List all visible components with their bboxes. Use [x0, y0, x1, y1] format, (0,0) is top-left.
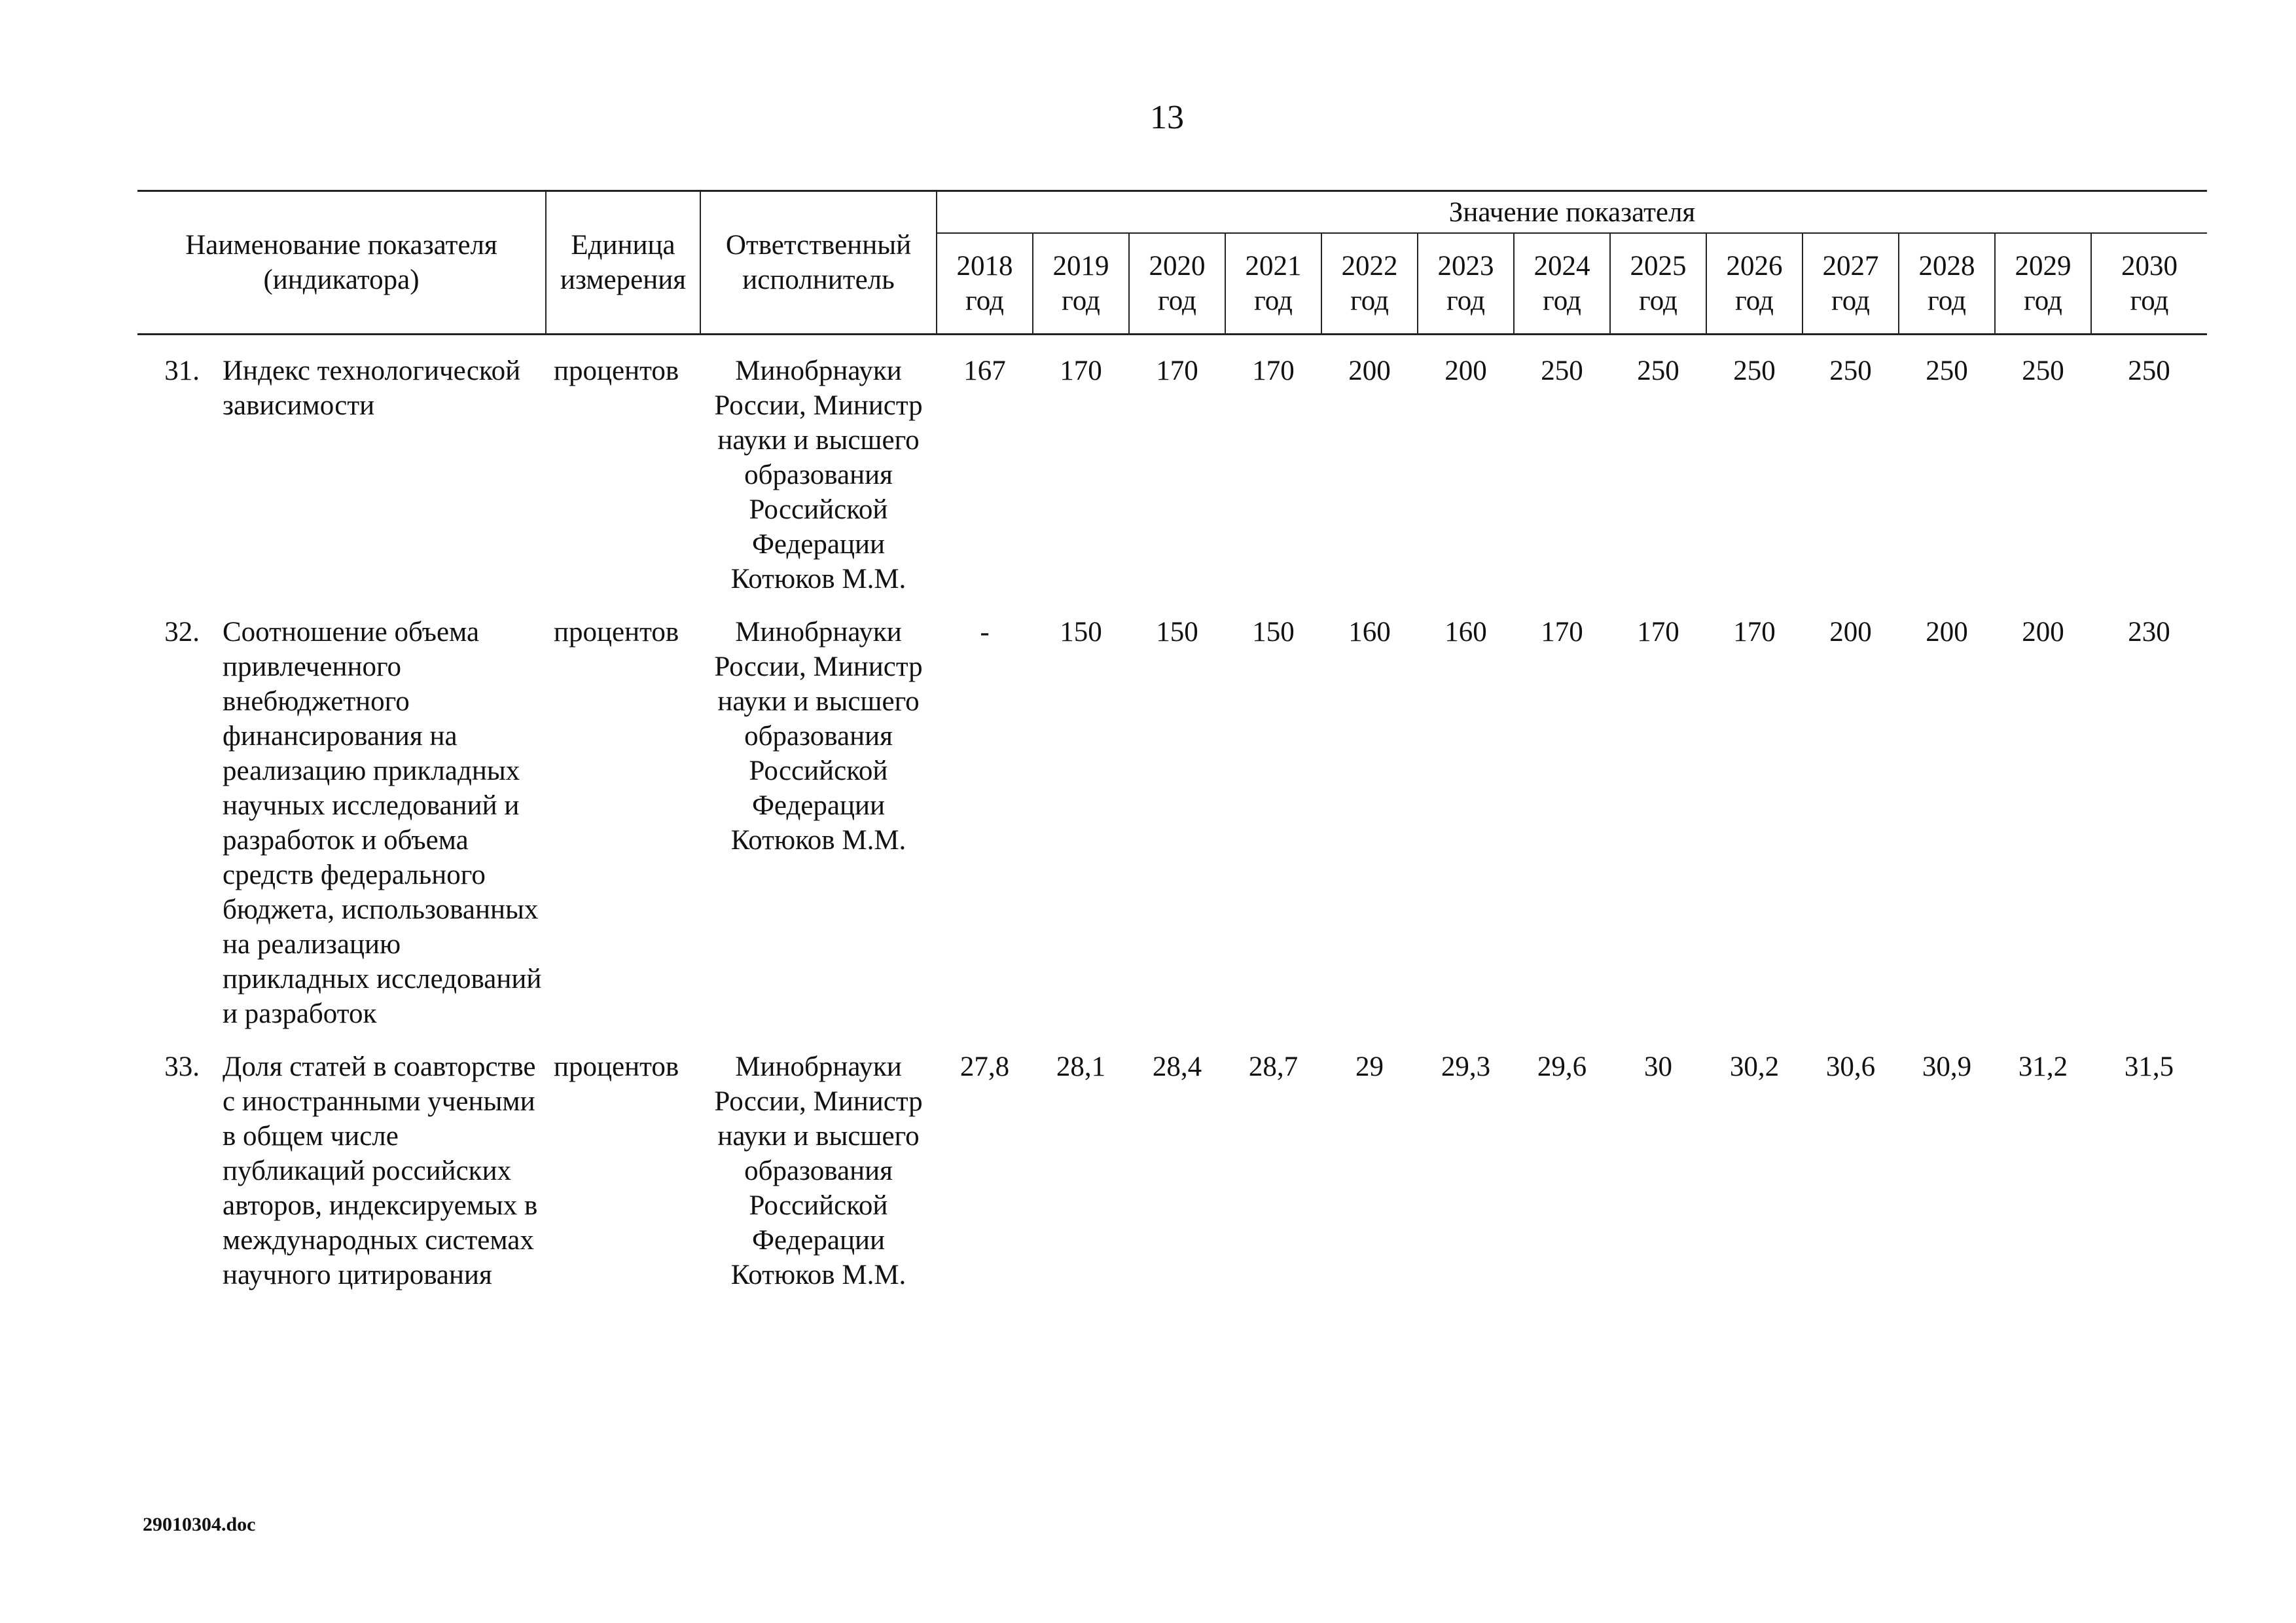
value-cell: 29,3: [1441, 1051, 1491, 1082]
value-cell: 150: [1156, 617, 1198, 647]
value-cell: 170: [1060, 356, 1102, 386]
responsible-cell: Минобрнауки России, Министр науки и высшего образования Российской Федерации Котюков М.М.: [714, 617, 923, 856]
row-number: 33.: [164, 1051, 200, 1082]
value-cell: 250: [1733, 356, 1776, 386]
header-unit: Единица измерения: [546, 191, 700, 335]
value-cell: 200: [2022, 617, 2064, 647]
unit-cell: процентов: [554, 617, 679, 647]
value-cell: 170: [1733, 617, 1776, 647]
year-header-2019: [1033, 233, 1129, 335]
value-cell: 150: [1252, 617, 1295, 647]
value-cell: 30,9: [1922, 1051, 1972, 1082]
value-cell: 200: [1348, 356, 1391, 386]
value-cell: 170: [1252, 356, 1295, 386]
year-label: 2018: [956, 251, 1013, 282]
value-cell: 200: [1444, 356, 1487, 386]
year-header-2023: [1418, 233, 1514, 335]
year-label: 2028: [1918, 251, 1975, 282]
year-header-2025: [1610, 233, 1706, 335]
year-suffix: год: [2024, 285, 2062, 316]
value-cell: 250: [1541, 356, 1583, 386]
year-suffix: год: [1831, 285, 1870, 316]
year-header-2026: [1706, 233, 1803, 335]
year-label: 2024: [1534, 251, 1590, 282]
year-suffix: год: [1928, 285, 1966, 316]
value-cell: 28,1: [1056, 1051, 1106, 1082]
table-body: [137, 335, 2207, 1293]
indicators-table: [137, 190, 2207, 1292]
year-suffix: год: [1446, 285, 1485, 316]
value-cell: 230: [2128, 617, 2170, 647]
table-row: [137, 1031, 2207, 1292]
unit-cell: процентов: [554, 356, 679, 386]
indicator-name: Соотношение объема привлеченного внебюджетного финансирования на реализацию прикладных научных исследований и разработок и объема средств федерального бюджета, использованных на реализацию прикладных исследований и разработок: [223, 617, 542, 1029]
value-cell: 170: [1637, 617, 1679, 647]
year-suffix: год: [1158, 285, 1196, 316]
indicator-name: Индекс технологической зависимости: [223, 356, 521, 421]
header-value-group: Значение показателя: [937, 191, 2207, 234]
year-header-2030: [2091, 233, 2207, 335]
page-number: 13: [1150, 99, 1184, 136]
year-header-2024: [1514, 233, 1610, 335]
value-cell: 28,7: [1248, 1051, 1299, 1082]
value-cell: 31,5: [2124, 1051, 2174, 1082]
value-cell: 160: [1348, 617, 1391, 647]
year-suffix: год: [965, 285, 1004, 316]
year-label: 2020: [1149, 251, 1206, 282]
value-cell: 29: [1355, 1051, 1384, 1082]
year-suffix: год: [1543, 285, 1581, 316]
year-header-2029: [1995, 233, 2091, 335]
year-header-2018: [937, 233, 1033, 335]
year-label: 2025: [1630, 251, 1687, 282]
year-label: 2030: [2121, 251, 2178, 282]
value-cell: 30,6: [1825, 1051, 1876, 1082]
unit-cell: процентов: [554, 1051, 679, 1082]
value-cell: 30,2: [1729, 1051, 1780, 1082]
year-header-2021: [1225, 233, 1321, 335]
year-suffix: год: [1062, 285, 1100, 316]
year-header-2028: [1899, 233, 1995, 335]
footer-doc-code: 29010304.doc: [143, 1514, 256, 1535]
responsible-cell: Минобрнауки России, Министр науки и высшего образования Российской Федерации Котюков М.М.: [714, 1051, 923, 1290]
year-label: 2029: [2015, 251, 2072, 282]
value-cell: 200: [1829, 617, 1872, 647]
year-label: 2019: [1052, 251, 1109, 282]
value-cell: 160: [1444, 617, 1487, 647]
year-suffix: год: [2130, 285, 2169, 316]
year-label: 2027: [1822, 251, 1879, 282]
value-cell: 28,4: [1152, 1051, 1202, 1082]
year-suffix: год: [1639, 285, 1677, 316]
year-suffix: год: [1735, 285, 1774, 316]
year-label: 2022: [1341, 251, 1398, 282]
value-cell: 170: [1541, 617, 1583, 647]
year-label: 2021: [1245, 251, 1302, 282]
value-cell: 150: [1060, 617, 1102, 647]
value-cell: 167: [963, 356, 1006, 386]
year-header-2022: [1321, 233, 1418, 335]
value-cell: 250: [1637, 356, 1679, 386]
row-number: 32.: [164, 617, 200, 647]
value-cell: 250: [1829, 356, 1872, 386]
value-cell: 250: [1926, 356, 1968, 386]
header-name: Наименование показателя (индикатора): [137, 191, 546, 335]
value-cell: 200: [1926, 617, 1968, 647]
year-label: 2026: [1726, 251, 1783, 282]
value-cell: 250: [2128, 356, 2170, 386]
value-cell: 170: [1156, 356, 1198, 386]
year-header-2020: [1129, 233, 1225, 335]
year-header-2027: [1803, 233, 1899, 335]
table-row: [137, 335, 2207, 597]
value-cell: 29,6: [1537, 1051, 1587, 1082]
value-cell: -: [980, 617, 990, 647]
table-row: [137, 596, 2207, 1031]
year-label: 2023: [1437, 251, 1494, 282]
year-suffix: год: [1254, 285, 1293, 316]
header-responsible: Ответственный исполнитель: [700, 191, 937, 335]
value-cell: 250: [2022, 356, 2064, 386]
row-number: 31.: [164, 356, 200, 386]
year-suffix: год: [1350, 285, 1389, 316]
value-cell: 27,8: [960, 1051, 1010, 1082]
indicator-name: Доля статей в соавторстве с иностранными учеными в общем числе публикаций российских авторов, индексируемых в международных системах научного цитирования: [223, 1051, 538, 1290]
responsible-cell: Минобрнауки России, Министр науки и высшего образования Российской Федерации Котюков М.М.: [714, 356, 923, 594]
value-cell: 31,2: [2018, 1051, 2068, 1082]
value-cell: 30: [1644, 1051, 1672, 1082]
